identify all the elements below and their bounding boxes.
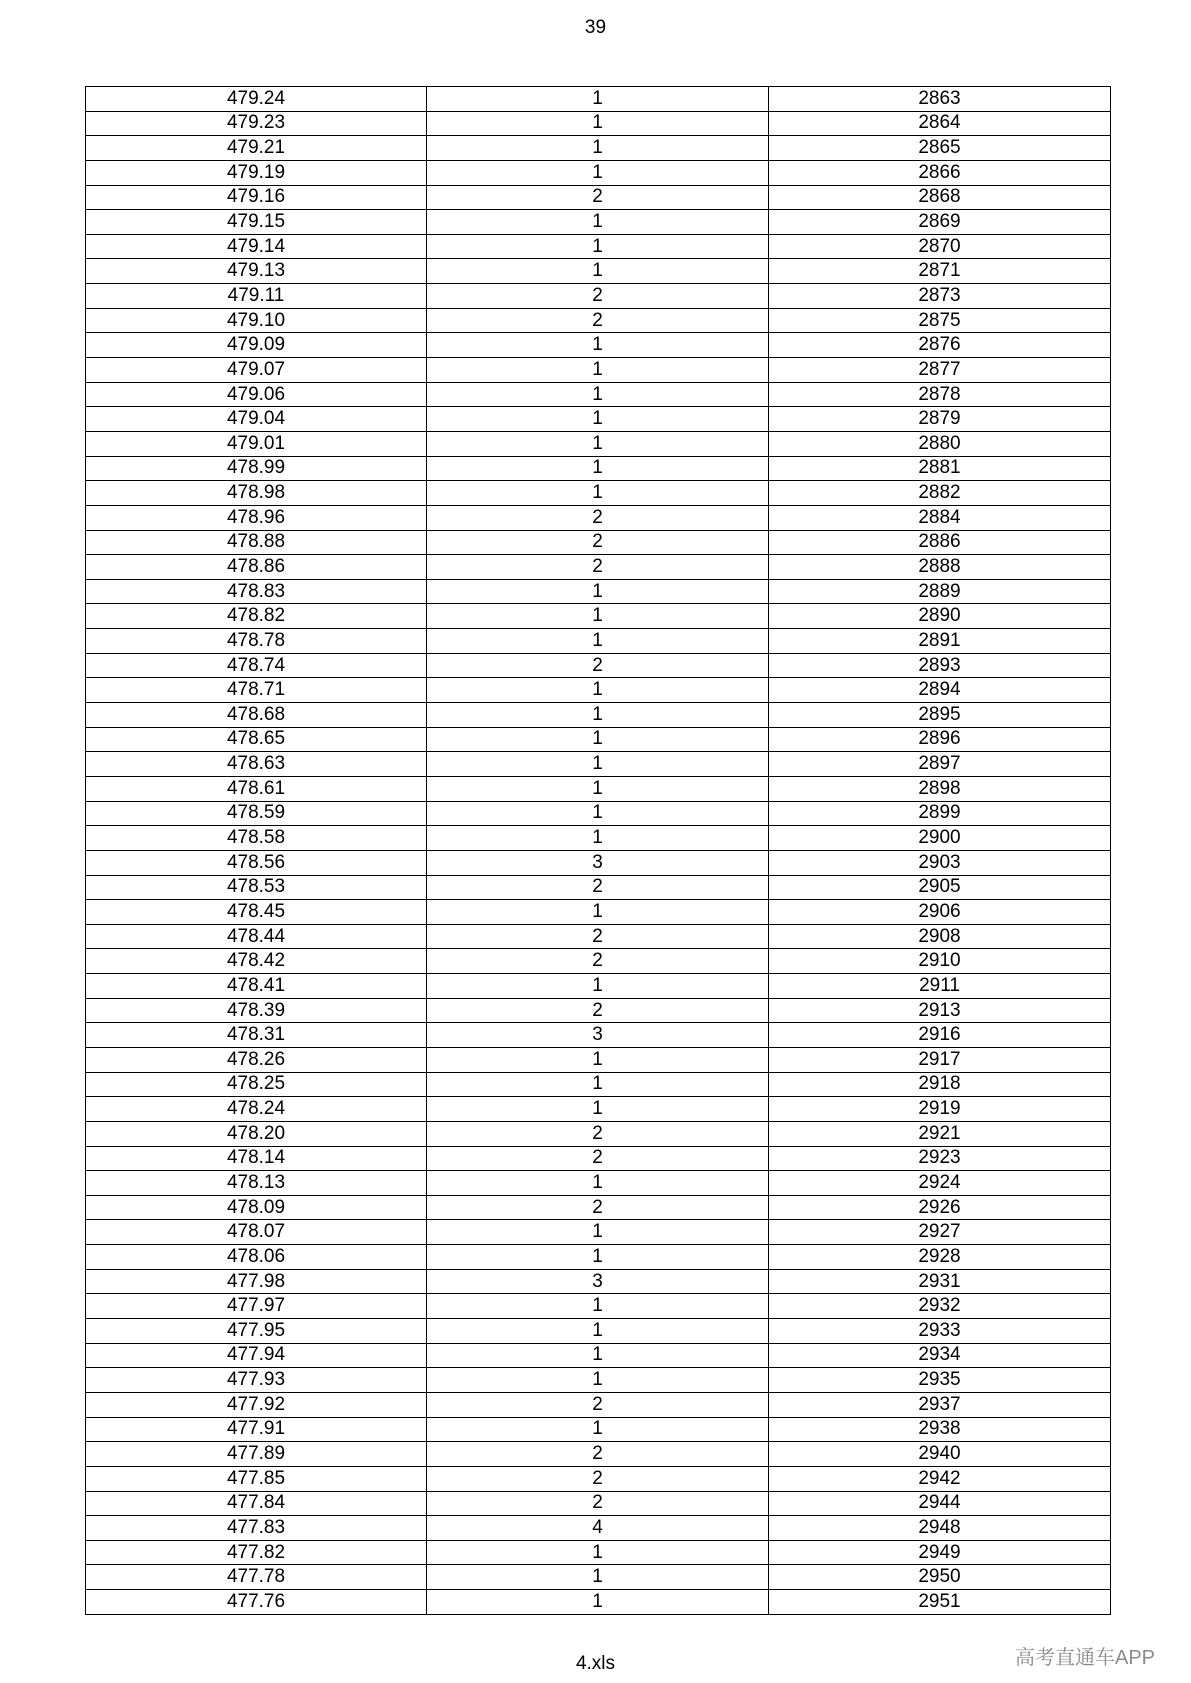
table-row bbox=[86, 1195, 1111, 1220]
table-row bbox=[86, 801, 1111, 826]
table-row bbox=[86, 456, 1111, 481]
cumulative-cell: 2871 bbox=[769, 259, 1111, 284]
table-row bbox=[86, 358, 1111, 383]
count-cell: 1 bbox=[427, 826, 769, 851]
score-cell: 479.13 bbox=[86, 259, 427, 284]
cumulative-cell: 2880 bbox=[769, 431, 1111, 456]
table-row bbox=[86, 1294, 1111, 1319]
table-row bbox=[86, 678, 1111, 703]
table-row bbox=[86, 111, 1111, 136]
cumulative-cell: 2899 bbox=[769, 801, 1111, 826]
table-row bbox=[86, 185, 1111, 210]
score-cell: 478.98 bbox=[86, 481, 427, 506]
score-cell: 478.63 bbox=[86, 752, 427, 777]
count-cell: 2 bbox=[427, 555, 769, 580]
score-cell: 479.19 bbox=[86, 160, 427, 185]
count-cell: 1 bbox=[427, 900, 769, 925]
table-row bbox=[86, 1121, 1111, 1146]
score-cell: 478.26 bbox=[86, 1047, 427, 1072]
score-cell: 479.06 bbox=[86, 382, 427, 407]
score-cell: 477.84 bbox=[86, 1491, 427, 1516]
cumulative-cell: 2865 bbox=[769, 136, 1111, 161]
cumulative-cell: 2926 bbox=[769, 1195, 1111, 1220]
count-cell: 1 bbox=[427, 87, 769, 112]
score-cell: 477.95 bbox=[86, 1319, 427, 1344]
score-cell: 479.04 bbox=[86, 407, 427, 432]
count-cell: 1 bbox=[427, 160, 769, 185]
score-cell: 479.09 bbox=[86, 333, 427, 358]
cumulative-cell: 2934 bbox=[769, 1343, 1111, 1368]
table-row bbox=[86, 1245, 1111, 1270]
count-cell: 1 bbox=[427, 1565, 769, 1590]
count-cell: 2 bbox=[427, 1146, 769, 1171]
score-cell: 478.82 bbox=[86, 604, 427, 629]
score-cell: 478.86 bbox=[86, 555, 427, 580]
count-cell: 3 bbox=[427, 850, 769, 875]
table-row bbox=[86, 850, 1111, 875]
table-row bbox=[86, 924, 1111, 949]
count-cell: 1 bbox=[427, 1319, 769, 1344]
count-cell: 1 bbox=[427, 456, 769, 481]
table-row bbox=[86, 727, 1111, 752]
cumulative-cell: 2905 bbox=[769, 875, 1111, 900]
cumulative-cell: 2900 bbox=[769, 826, 1111, 851]
cumulative-cell: 2881 bbox=[769, 456, 1111, 481]
table-row bbox=[86, 431, 1111, 456]
score-cell: 478.88 bbox=[86, 530, 427, 555]
cumulative-cell: 2951 bbox=[769, 1590, 1111, 1615]
table-row bbox=[86, 259, 1111, 284]
score-cell: 479.21 bbox=[86, 136, 427, 161]
table-row bbox=[86, 1417, 1111, 1442]
table-row bbox=[86, 900, 1111, 925]
count-cell: 1 bbox=[427, 1047, 769, 1072]
score-cell: 478.58 bbox=[86, 826, 427, 851]
count-cell: 1 bbox=[427, 629, 769, 654]
count-cell: 1 bbox=[427, 111, 769, 136]
table-row bbox=[86, 653, 1111, 678]
count-cell: 2 bbox=[427, 1121, 769, 1146]
count-cell: 1 bbox=[427, 1294, 769, 1319]
score-cell: 478.99 bbox=[86, 456, 427, 481]
score-cell: 478.59 bbox=[86, 801, 427, 826]
count-cell: 1 bbox=[427, 1343, 769, 1368]
count-cell: 1 bbox=[427, 752, 769, 777]
cumulative-cell: 2898 bbox=[769, 776, 1111, 801]
score-cell: 478.56 bbox=[86, 850, 427, 875]
cumulative-cell: 2931 bbox=[769, 1269, 1111, 1294]
score-cell: 478.06 bbox=[86, 1245, 427, 1270]
cumulative-cell: 2903 bbox=[769, 850, 1111, 875]
table-row bbox=[86, 87, 1111, 112]
score-cell: 479.14 bbox=[86, 234, 427, 259]
score-cell: 477.92 bbox=[86, 1392, 427, 1417]
cumulative-cell: 2919 bbox=[769, 1097, 1111, 1122]
cumulative-cell: 2873 bbox=[769, 284, 1111, 309]
score-cell: 478.68 bbox=[86, 703, 427, 728]
score-cell: 479.23 bbox=[86, 111, 427, 136]
cumulative-cell: 2921 bbox=[769, 1121, 1111, 1146]
table-row bbox=[86, 1269, 1111, 1294]
score-cell: 477.97 bbox=[86, 1294, 427, 1319]
cumulative-cell: 2917 bbox=[769, 1047, 1111, 1072]
cumulative-cell: 2864 bbox=[769, 111, 1111, 136]
table-row bbox=[86, 752, 1111, 777]
count-cell: 2 bbox=[427, 185, 769, 210]
count-cell: 1 bbox=[427, 974, 769, 999]
cumulative-cell: 2877 bbox=[769, 358, 1111, 383]
count-cell: 1 bbox=[427, 727, 769, 752]
cumulative-cell: 2908 bbox=[769, 924, 1111, 949]
cumulative-cell: 2932 bbox=[769, 1294, 1111, 1319]
cumulative-cell: 2942 bbox=[769, 1466, 1111, 1491]
score-cell: 478.96 bbox=[86, 505, 427, 530]
score-cell: 478.13 bbox=[86, 1171, 427, 1196]
table-row bbox=[86, 284, 1111, 309]
cumulative-cell: 2928 bbox=[769, 1245, 1111, 1270]
table-row bbox=[86, 1171, 1111, 1196]
count-cell: 3 bbox=[427, 1269, 769, 1294]
cumulative-cell: 2863 bbox=[769, 87, 1111, 112]
score-cell: 478.39 bbox=[86, 998, 427, 1023]
table-row bbox=[86, 1072, 1111, 1097]
score-cell: 478.71 bbox=[86, 678, 427, 703]
count-cell: 2 bbox=[427, 284, 769, 309]
count-cell: 1 bbox=[427, 333, 769, 358]
count-cell: 2 bbox=[427, 505, 769, 530]
cumulative-cell: 2911 bbox=[769, 974, 1111, 999]
cumulative-cell: 2876 bbox=[769, 333, 1111, 358]
table-row bbox=[86, 1146, 1111, 1171]
score-table-container bbox=[85, 86, 1110, 1615]
score-cell: 477.94 bbox=[86, 1343, 427, 1368]
table-row bbox=[86, 1319, 1111, 1344]
cumulative-cell: 2868 bbox=[769, 185, 1111, 210]
count-cell: 1 bbox=[427, 259, 769, 284]
score-cell: 477.76 bbox=[86, 1590, 427, 1615]
count-cell: 1 bbox=[427, 136, 769, 161]
cumulative-cell: 2948 bbox=[769, 1516, 1111, 1541]
score-cell: 479.07 bbox=[86, 358, 427, 383]
cumulative-cell: 2866 bbox=[769, 160, 1111, 185]
cumulative-cell: 2940 bbox=[769, 1442, 1111, 1467]
count-cell: 1 bbox=[427, 431, 769, 456]
cumulative-cell: 2935 bbox=[769, 1368, 1111, 1393]
count-cell: 2 bbox=[427, 949, 769, 974]
table-row bbox=[86, 1047, 1111, 1072]
count-cell: 2 bbox=[427, 530, 769, 555]
count-cell: 1 bbox=[427, 1171, 769, 1196]
table-row bbox=[86, 1023, 1111, 1048]
table-row bbox=[86, 629, 1111, 654]
cumulative-cell: 2869 bbox=[769, 210, 1111, 235]
table-row bbox=[86, 1097, 1111, 1122]
cumulative-cell: 2870 bbox=[769, 234, 1111, 259]
cumulative-cell: 2924 bbox=[769, 1171, 1111, 1196]
count-cell: 2 bbox=[427, 875, 769, 900]
table-row bbox=[86, 160, 1111, 185]
count-cell: 1 bbox=[427, 1368, 769, 1393]
score-cell: 479.10 bbox=[86, 308, 427, 333]
table-row bbox=[86, 333, 1111, 358]
score-cell: 477.91 bbox=[86, 1417, 427, 1442]
table-row bbox=[86, 826, 1111, 851]
count-cell: 2 bbox=[427, 998, 769, 1023]
score-cell: 477.82 bbox=[86, 1540, 427, 1565]
table-row bbox=[86, 604, 1111, 629]
score-cell: 478.41 bbox=[86, 974, 427, 999]
cumulative-cell: 2910 bbox=[769, 949, 1111, 974]
table-row bbox=[86, 382, 1111, 407]
score-cell: 479.11 bbox=[86, 284, 427, 309]
watermark-text: 高考直通车APP bbox=[1015, 1647, 1156, 1669]
count-cell: 2 bbox=[427, 1491, 769, 1516]
table-row bbox=[86, 1343, 1111, 1368]
cumulative-cell: 2949 bbox=[769, 1540, 1111, 1565]
score-table bbox=[85, 86, 1111, 1615]
cumulative-cell: 2944 bbox=[769, 1491, 1111, 1516]
count-cell: 1 bbox=[427, 776, 769, 801]
table-row bbox=[86, 1491, 1111, 1516]
score-cell: 478.09 bbox=[86, 1195, 427, 1220]
table-row bbox=[86, 776, 1111, 801]
table-row bbox=[86, 974, 1111, 999]
page-number: 39 bbox=[584, 17, 607, 38]
count-cell: 4 bbox=[427, 1516, 769, 1541]
table-row bbox=[86, 210, 1111, 235]
count-cell: 2 bbox=[427, 924, 769, 949]
score-cell: 479.15 bbox=[86, 210, 427, 235]
cumulative-cell: 2927 bbox=[769, 1220, 1111, 1245]
table-row bbox=[86, 1540, 1111, 1565]
cumulative-cell: 2938 bbox=[769, 1417, 1111, 1442]
cumulative-cell: 2918 bbox=[769, 1072, 1111, 1097]
count-cell: 1 bbox=[427, 382, 769, 407]
count-cell: 1 bbox=[427, 1540, 769, 1565]
score-cell: 477.98 bbox=[86, 1269, 427, 1294]
score-cell: 477.78 bbox=[86, 1565, 427, 1590]
count-cell: 2 bbox=[427, 653, 769, 678]
count-cell: 2 bbox=[427, 1442, 769, 1467]
score-cell: 478.14 bbox=[86, 1146, 427, 1171]
score-cell: 478.20 bbox=[86, 1121, 427, 1146]
count-cell: 1 bbox=[427, 1097, 769, 1122]
score-cell: 478.25 bbox=[86, 1072, 427, 1097]
cumulative-cell: 2916 bbox=[769, 1023, 1111, 1048]
table-row bbox=[86, 1565, 1111, 1590]
table-row bbox=[86, 407, 1111, 432]
cumulative-cell: 2923 bbox=[769, 1146, 1111, 1171]
score-cell: 477.89 bbox=[86, 1442, 427, 1467]
score-cell: 479.24 bbox=[86, 87, 427, 112]
count-cell: 3 bbox=[427, 1023, 769, 1048]
table-row bbox=[86, 1368, 1111, 1393]
count-cell: 1 bbox=[427, 1072, 769, 1097]
table-row bbox=[86, 1220, 1111, 1245]
score-cell: 478.53 bbox=[86, 875, 427, 900]
score-cell: 478.61 bbox=[86, 776, 427, 801]
cumulative-cell: 2889 bbox=[769, 579, 1111, 604]
cumulative-cell: 2879 bbox=[769, 407, 1111, 432]
table-row bbox=[86, 579, 1111, 604]
table-row bbox=[86, 1466, 1111, 1491]
count-cell: 1 bbox=[427, 358, 769, 383]
cumulative-cell: 2891 bbox=[769, 629, 1111, 654]
count-cell: 1 bbox=[427, 703, 769, 728]
cumulative-cell: 2937 bbox=[769, 1392, 1111, 1417]
table-row bbox=[86, 505, 1111, 530]
score-table-body bbox=[86, 87, 1111, 1615]
score-cell: 478.07 bbox=[86, 1220, 427, 1245]
table-row bbox=[86, 530, 1111, 555]
count-cell: 1 bbox=[427, 481, 769, 506]
cumulative-cell: 2894 bbox=[769, 678, 1111, 703]
table-row bbox=[86, 136, 1111, 161]
cumulative-cell: 2950 bbox=[769, 1565, 1111, 1590]
cumulative-cell: 2890 bbox=[769, 604, 1111, 629]
count-cell: 1 bbox=[427, 579, 769, 604]
score-cell: 479.16 bbox=[86, 185, 427, 210]
count-cell: 1 bbox=[427, 1245, 769, 1270]
table-row bbox=[86, 1442, 1111, 1467]
table-row bbox=[86, 875, 1111, 900]
score-cell: 478.24 bbox=[86, 1097, 427, 1122]
cumulative-cell: 2875 bbox=[769, 308, 1111, 333]
score-cell: 478.78 bbox=[86, 629, 427, 654]
count-cell: 2 bbox=[427, 1195, 769, 1220]
count-cell: 1 bbox=[427, 407, 769, 432]
score-cell: 478.65 bbox=[86, 727, 427, 752]
count-cell: 1 bbox=[427, 1417, 769, 1442]
count-cell: 2 bbox=[427, 308, 769, 333]
score-cell: 479.01 bbox=[86, 431, 427, 456]
table-row bbox=[86, 481, 1111, 506]
table-row bbox=[86, 1516, 1111, 1541]
cumulative-cell: 2888 bbox=[769, 555, 1111, 580]
count-cell: 2 bbox=[427, 1392, 769, 1417]
cumulative-cell: 2893 bbox=[769, 653, 1111, 678]
count-cell: 1 bbox=[427, 210, 769, 235]
count-cell: 1 bbox=[427, 801, 769, 826]
cumulative-cell: 2884 bbox=[769, 505, 1111, 530]
score-cell: 477.93 bbox=[86, 1368, 427, 1393]
table-row bbox=[86, 998, 1111, 1023]
score-cell: 478.44 bbox=[86, 924, 427, 949]
cumulative-cell: 2913 bbox=[769, 998, 1111, 1023]
cumulative-cell: 2895 bbox=[769, 703, 1111, 728]
count-cell: 1 bbox=[427, 234, 769, 259]
cumulative-cell: 2878 bbox=[769, 382, 1111, 407]
score-cell: 477.83 bbox=[86, 1516, 427, 1541]
footer-file-name: 4.xls bbox=[575, 1653, 616, 1674]
cumulative-cell: 2896 bbox=[769, 727, 1111, 752]
table-row bbox=[86, 1590, 1111, 1615]
count-cell: 1 bbox=[427, 1590, 769, 1615]
score-cell: 478.31 bbox=[86, 1023, 427, 1048]
count-cell: 1 bbox=[427, 1220, 769, 1245]
table-row bbox=[86, 1392, 1111, 1417]
score-cell: 478.83 bbox=[86, 579, 427, 604]
table-row bbox=[86, 703, 1111, 728]
cumulative-cell: 2886 bbox=[769, 530, 1111, 555]
count-cell: 1 bbox=[427, 678, 769, 703]
cumulative-cell: 2882 bbox=[769, 481, 1111, 506]
score-cell: 478.42 bbox=[86, 949, 427, 974]
cumulative-cell: 2897 bbox=[769, 752, 1111, 777]
cumulative-cell: 2906 bbox=[769, 900, 1111, 925]
score-cell: 478.45 bbox=[86, 900, 427, 925]
count-cell: 2 bbox=[427, 1466, 769, 1491]
score-cell: 478.74 bbox=[86, 653, 427, 678]
table-row bbox=[86, 949, 1111, 974]
table-row bbox=[86, 555, 1111, 580]
score-cell: 477.85 bbox=[86, 1466, 427, 1491]
cumulative-cell: 2933 bbox=[769, 1319, 1111, 1344]
table-row bbox=[86, 308, 1111, 333]
count-cell: 1 bbox=[427, 604, 769, 629]
table-row bbox=[86, 234, 1111, 259]
